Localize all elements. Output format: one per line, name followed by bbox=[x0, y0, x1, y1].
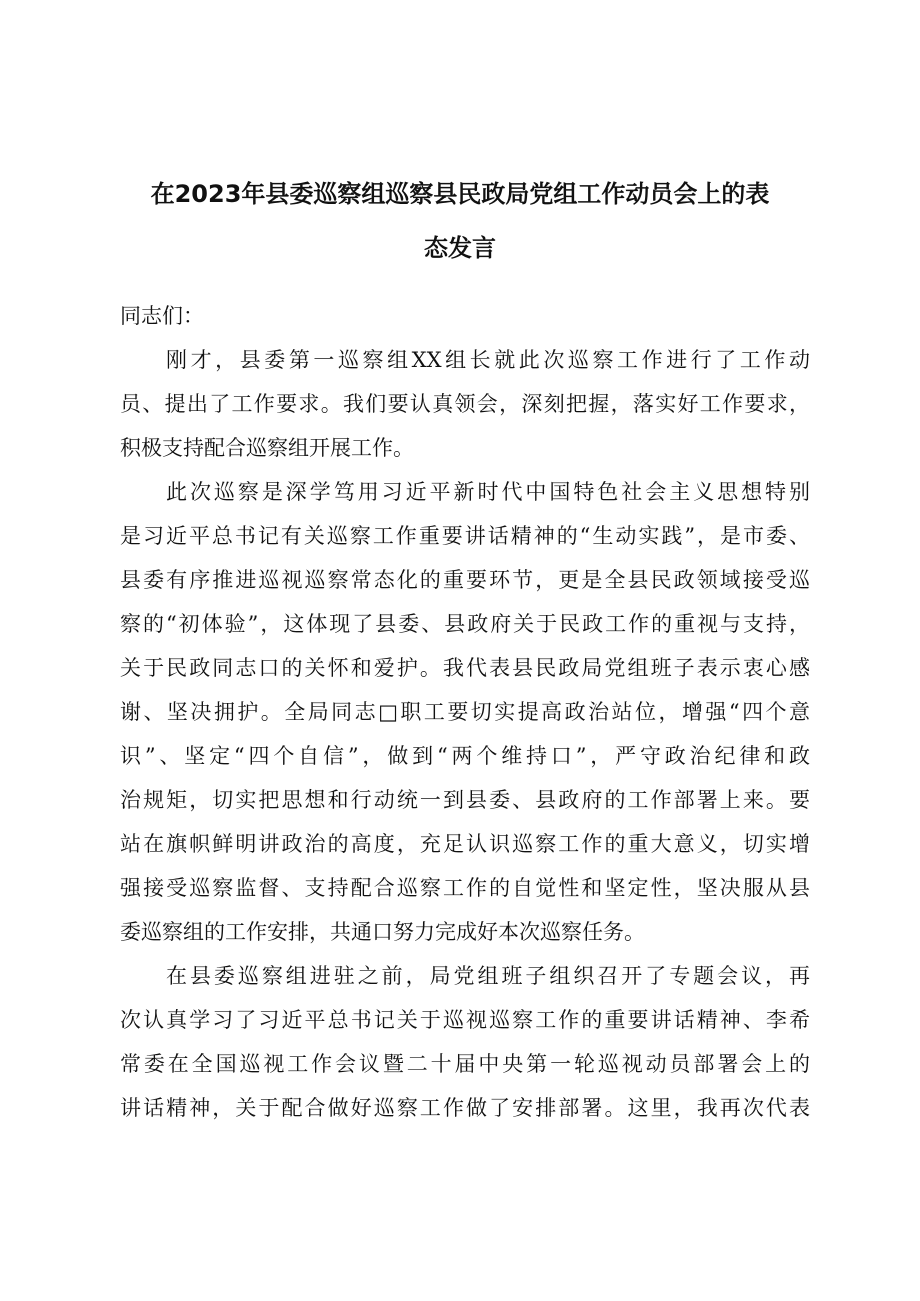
text-line: 站在旗帜鲜明讲政治的高度，充足认识巡察工作的重大意义，切实增 bbox=[120, 832, 810, 856]
text-line: 此次巡察是深学笃用习近平新时代中国特色社会主义思想特别 bbox=[166, 480, 810, 504]
text-line: 在县委巡察组进驻之前，局党组班子组织召开了专题会议，再 bbox=[166, 964, 810, 988]
text-line: 识”、坚定“四个自信”，做到“两个维持口”，严守政治纪律和政 bbox=[120, 744, 810, 768]
text-line: 委巡察组的工作安排，共通口努力完成好本次巡察任务。 bbox=[120, 920, 645, 944]
text-line: 讲话精神，关于配合做好巡察工作做了安排部署。这里，我再次代表 bbox=[120, 1096, 810, 1120]
text-line: 谢、坚决拥护。全局同志□职工要切实提高政治站位，增强“四个意 bbox=[120, 700, 810, 724]
document-title-line-1: 在2023年县委巡察组巡察县民政局党组工作动员会上的表 bbox=[150, 180, 770, 208]
text-line: 常委在全国巡视工作会议暨二十届中央第一轮巡视动员部署会上的 bbox=[120, 1052, 810, 1076]
text-line: 县委有序推进巡视巡察常态化的重要环节，更是全县民政领域接受巡 bbox=[120, 568, 810, 592]
text-line: 关于民政同志口的关怀和爱护。我代表县民政局党组班子表示衷心感 bbox=[120, 656, 810, 680]
text-line: 次认真学习了习近平总书记关于巡视巡察工作的重要讲话精神、李希 bbox=[120, 1008, 810, 1032]
document-title-line-2: 态发言 bbox=[424, 234, 496, 262]
text-line: 员、提出了工作要求。我们要认真领会，深刻把握，落实好工作要求， bbox=[120, 392, 810, 416]
greeting: 同志们： bbox=[120, 304, 204, 328]
text-line: 是习近平总书记有关巡察工作重要讲话精神的“生动实践”，是市委、 bbox=[120, 524, 810, 548]
text-line: 强接受巡察监督、支持配合巡察工作的自觉性和坚定性，坚决服从县 bbox=[120, 876, 810, 900]
text-line: 刚才，县委第一巡察组XX组长就此次巡察工作进行了工作动 bbox=[166, 348, 810, 372]
text-line: 积极支持配合巡察组开展工作。 bbox=[120, 436, 414, 460]
text-line: 察的“初体验”，这体现了县委、县政府关于民政工作的重视与支持， bbox=[120, 612, 810, 636]
text-line: 治规矩，切实把思想和行动统一到县委、县政府的工作部署上来。要 bbox=[120, 788, 810, 812]
